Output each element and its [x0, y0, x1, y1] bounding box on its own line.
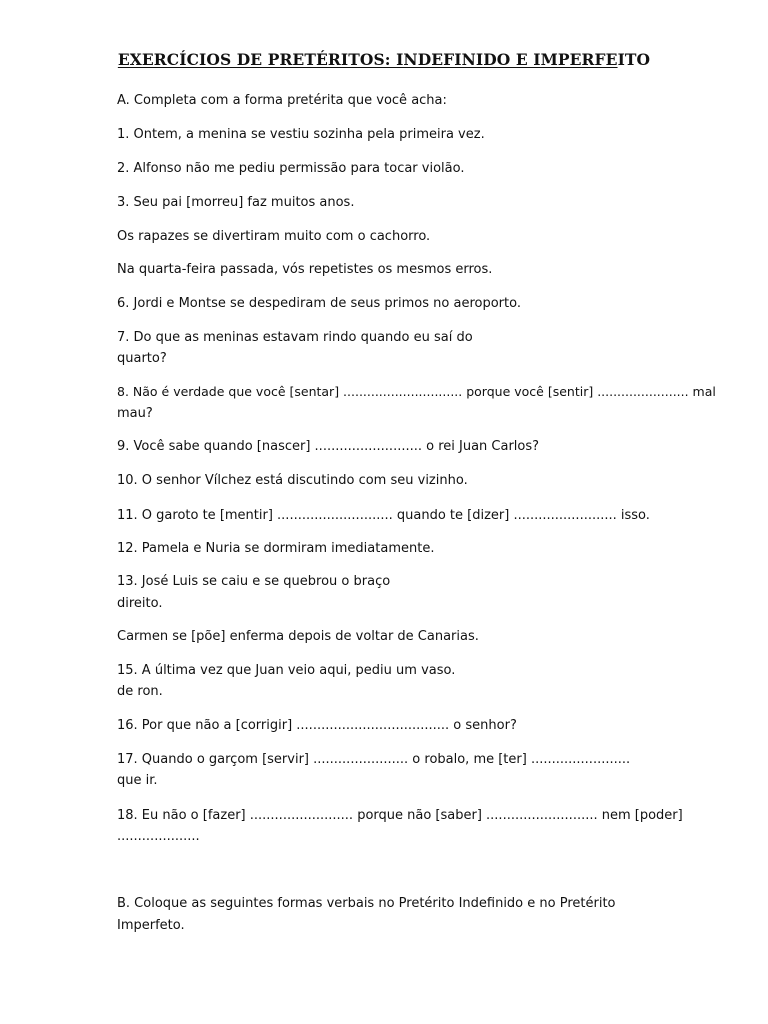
exercise-5: Na quarta-feira passada, vós repetistes os mesmos erros. — [117, 262, 493, 277]
section-a-instruction: A. Completa com a forma pretérita que você acha: — [117, 93, 447, 108]
exercise-6: 6. Jordi e Montse se despediram de seus primos no aeroporto. — [117, 296, 521, 311]
exercise-4: Os rapazes se divertiram muito com o cachorro. — [117, 229, 431, 244]
exercise-2: 2. Alfonso não me pediu permissão para tocar violão. — [117, 161, 465, 176]
section-b-instruction: B. Coloque as seguintes formas verbais no Pretérito Indefinido e no Pretérito — [117, 896, 616, 911]
exercise-9: 9. Você sabe quando [nascer] .......................... o rei Juan Carlos? — [117, 439, 540, 454]
page-title — [0, 50, 768, 69]
exercise-14: Carmen se [põe] enferma depois de voltar de Canarias. — [117, 629, 479, 644]
exercise-15-continued: de ron. — [117, 684, 163, 699]
exercise-17-continued: que ir. — [117, 773, 158, 788]
exercise-10: 10. O senhor Vílchez está discutindo com seu vizinho. — [117, 473, 468, 488]
exercise-15: 15. A última vez que Juan veio aqui, pediu um vaso. — [117, 663, 456, 678]
exercise-3: 3. Seu pai [morreu] faz muitos anos. — [117, 195, 355, 210]
exercise-18-continued: .................... — [117, 829, 200, 844]
exercise-1: 1. Ontem, a menina se vestiu sozinha pela primeira vez. — [117, 127, 485, 142]
exercise-16: 16. Por que não a [corrigir] ..................................... o senhor? — [117, 718, 517, 733]
exercise-17: 17. Quando o garçom [servir] ....................... o robalo, me [ter] ........................ — [117, 752, 631, 767]
exercise-13-continued: direito. — [117, 596, 163, 611]
exercise-7: 7. Do que as meninas estavam rindo quando eu saí do — [117, 330, 473, 345]
exercise-8-continued: mau? — [117, 406, 153, 421]
section-b-instruction-continued: Imperfeto. — [117, 918, 185, 933]
exercise-13: 13. José Luis se caiu e se quebrou o braço — [117, 574, 391, 589]
exercise-18: 18. Eu não o [fazer] ......................... porque não [saber] ........................... nem [poder] — [117, 808, 683, 823]
exercise-8: 8. Não é verdade que você [sentar] .............................. porque você [sentir] ....................... mal — [117, 384, 716, 399]
exercise-7-continued: quarto? — [117, 351, 167, 366]
title-rest: ITO — [617, 50, 651, 69]
title-underlined: EXERCÍCIOS DE PRETÉRITOS: INDEFINIDO E IMPERFE — [117, 50, 618, 69]
exercise-11: 11. O garoto te [mentir] ............................ quando te [dizer] ......................... isso. — [117, 508, 650, 523]
exercise-12: 12. Pamela e Nuria se dormiram imediatamente. — [117, 541, 435, 556]
